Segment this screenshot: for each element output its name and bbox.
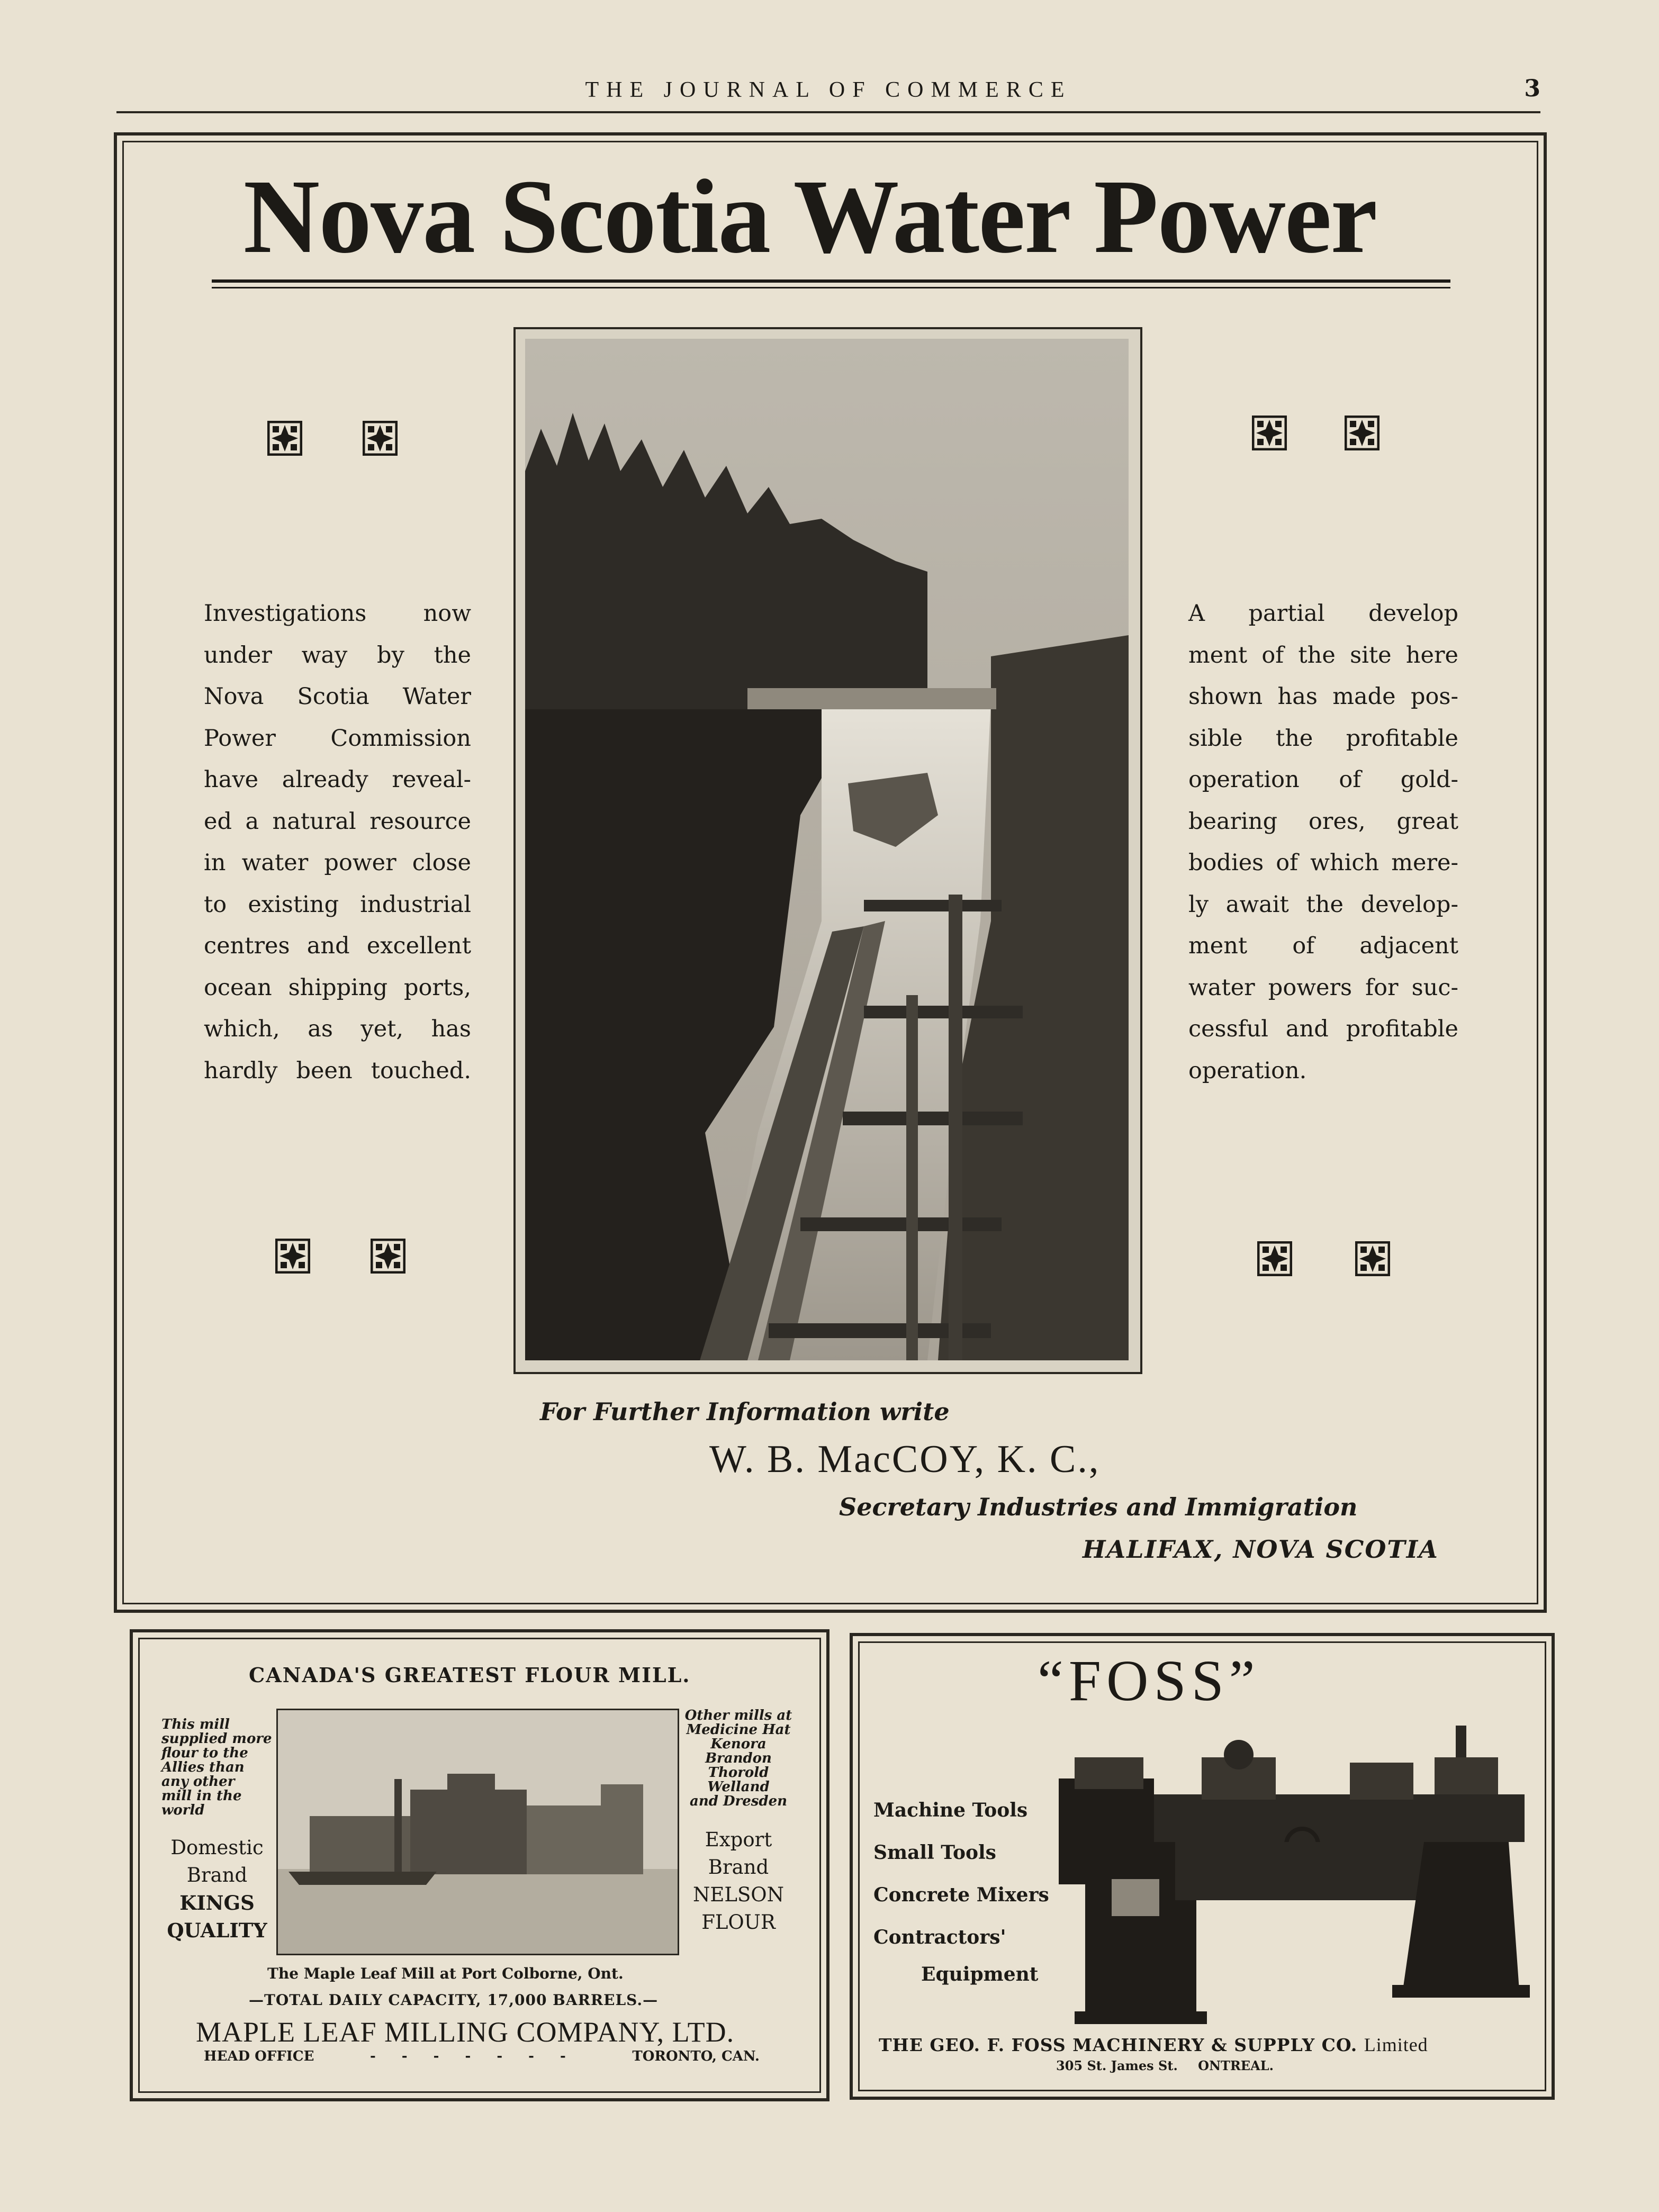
text-line: ocean shipping ports, [204,974,471,1001]
text-line: bearing ores, great [1188,808,1458,835]
text-line: bodies of which mere- [1188,850,1458,876]
mill-company-name: MAPLE LEAF MILLING COMPANY, LTD. [196,2016,735,2048]
text-line: operation. [1188,1057,1307,1084]
foss-product-list [873,1789,1049,1990]
ornament-icon [1355,1241,1390,1276]
head-office-city: TORONTO, CAN. [632,2048,760,2064]
note-line: Thorold [708,1765,769,1781]
product-item: Machine Tools [873,1799,1028,1821]
ornament-icon [363,421,398,456]
left-column-text [204,593,471,1091]
mill-illustration [278,1710,678,1954]
foss-company [879,2034,1428,2056]
note-line: Kenora [710,1736,767,1752]
info-label: For Further Information write [540,1397,950,1426]
text-line: in water power close [204,850,471,876]
contact-name: W. B. MacCOY, K. C., [709,1438,1101,1481]
ornament-icon [371,1239,405,1274]
ornament-icon [1257,1241,1292,1276]
mill-head-office [204,2048,760,2064]
contact-title: Secretary Industries and Immigration [839,1493,1358,1521]
note-line: Medicine Hat [686,1722,791,1738]
mill-right-note [683,1709,794,1809]
ad-headline: Nova Scotia Water Power [243,158,1377,275]
brand-line: FLOUR [701,1911,776,1934]
right-column-text [1188,593,1458,1091]
brand-line: QUALITY [167,1919,267,1942]
note-line: supplied more [161,1731,272,1747]
text-line: operation of gold- [1188,766,1458,793]
note-line: mill in the [161,1788,242,1804]
foss-company-name: THE GEO. F. FOSS MACHINERY & SUPPLY CO. [879,2035,1358,2055]
waterfall-illustration [525,339,1129,1360]
text-line: sible the profitable [1188,725,1458,752]
text-line: ment of adjacent [1188,933,1458,959]
foss-address [1056,2058,1274,2073]
journal-title: THE JOURNAL OF COMMERCE [585,78,1072,102]
lathe-illustration [1053,1726,1535,2027]
brand-line: Brand [708,1856,769,1879]
brand-line: Export [705,1828,772,1851]
note-line: Welland [707,1779,770,1795]
brand-line: Brand [186,1864,248,1886]
page-header [116,74,1540,113]
note-line: Brandon [705,1750,772,1766]
note-line: flour to the [161,1745,248,1761]
text-line: ly await the develop- [1188,891,1458,918]
brand-line: NELSON [692,1883,784,1906]
foss-street: 305 St. James St. [1056,2058,1178,2073]
brand-line: Domestic [170,1836,264,1859]
text-line: A partial develop [1188,600,1458,627]
note-line: Other mills at [684,1708,792,1723]
foss-title: “FOSS” [1038,1648,1260,1713]
text-line: under way by the [204,642,471,669]
export-brand [683,1826,794,1936]
text-line: ment of the site here [1188,642,1458,669]
mill-ad-title: CANADA'S GREATEST FLOUR MILL. [249,1663,691,1687]
text-line: ed a natural resource [204,808,471,835]
head-office-label: HEAD OFFICE [204,2048,314,2064]
note-line: any other [161,1774,235,1790]
waterfall-photo [513,327,1142,1374]
page-number: 3 [1524,75,1540,102]
note-line: and Dresden [689,1793,788,1809]
foss-city: ONTREAL. [1198,2058,1274,2073]
text-line: centres and excellent [204,933,471,959]
mill-capacity: —TOTAL DAILY CAPACITY, 17,000 BARRELS.— [249,1991,659,2009]
mill-photo-caption: The Maple Leaf Mill at Port Colborne, Ont. [267,1965,624,1982]
ornament-icon [267,421,302,456]
headline-underline [212,279,1450,288]
contact-location: HALIFAX, NOVA SCOTIA [1083,1535,1439,1564]
ornament-icon [275,1239,310,1274]
note-line: Allies than [161,1759,245,1775]
head-office-dashes: - - - - - - - [369,2048,576,2064]
product-item: Contractors' [873,1926,1006,1948]
domestic-brand [156,1834,278,1944]
text-line: cessful and profitable [1188,1016,1458,1042]
note-line: world [161,1802,205,1818]
text-line: to existing industrial [204,891,471,918]
mill-left-note [161,1718,273,1818]
ornament-icon [1252,416,1287,450]
product-item: Concrete Mixers [873,1884,1049,1906]
product-item: Small Tools [873,1841,996,1864]
note-line: This mill [161,1717,230,1732]
text-line: hardly been touched. [204,1057,471,1084]
ornament-icon [1345,416,1380,450]
text-line: shown has made pos- [1188,683,1458,710]
product-item: Equipment [921,1963,1039,1985]
text-line: have already reveal- [204,766,471,793]
foss-company-suffix: Limited [1364,2034,1428,2055]
brand-line: KINGS [179,1891,255,1915]
text-line: Investigations now [204,600,471,627]
text-line: water powers for suc- [1188,974,1458,1001]
text-line: Nova Scotia Water [204,683,471,710]
text-line: Power Commission [204,725,471,752]
mill-photo [276,1709,679,1955]
text-line: which, as yet, has [204,1016,471,1042]
